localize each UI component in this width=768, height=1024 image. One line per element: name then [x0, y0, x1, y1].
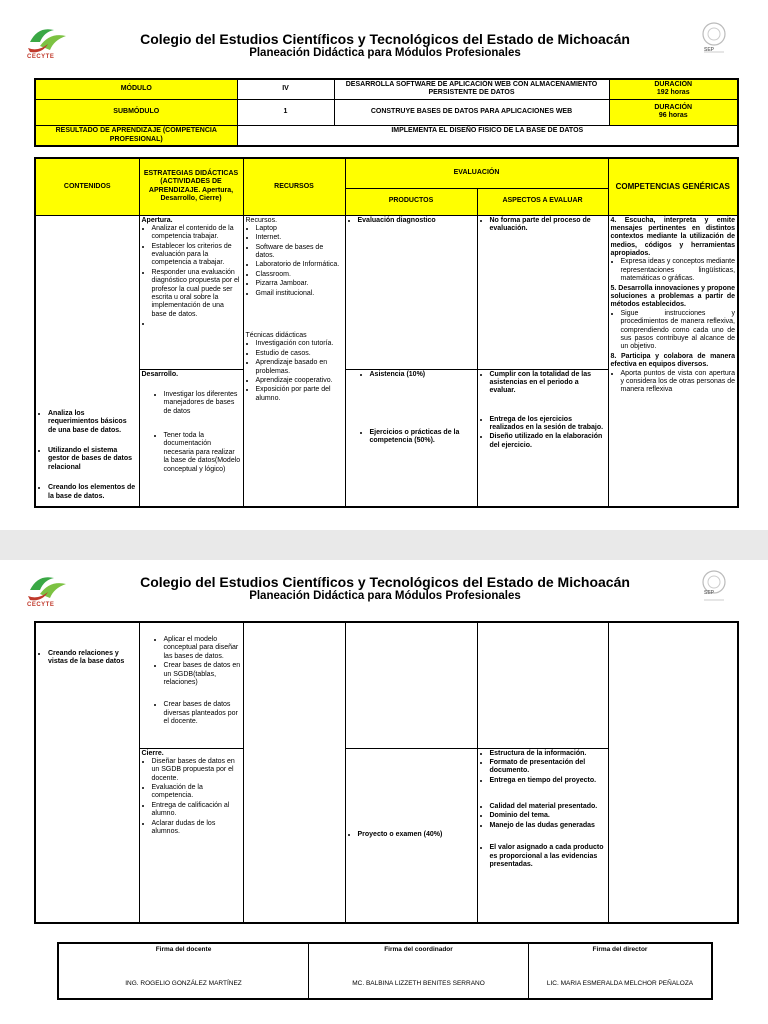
firma-director: [529, 944, 711, 998]
planning-table-continued: [34, 621, 739, 924]
recurso-item: • Internet.: [256, 234, 343, 242]
cierre-item: • Evaluación de la competencia.: [152, 784, 241, 801]
desarrollo-item: • Aplicar el modelo conceptual para diseñar las bases de datos.: [164, 636, 241, 661]
logo-text: CECYTE: [27, 54, 55, 60]
desarrollo-item: • Crear bases de datos diversas planteados por el docente.: [164, 701, 241, 726]
submodulo-number: 1: [237, 99, 334, 125]
recurso-item: • Gmail institucional.: [256, 290, 343, 298]
aspectos-proyecto: [477, 748, 608, 923]
tecnica-item: • Aprendizaje cooperativo.: [256, 377, 343, 385]
cierre-item: • Aclarar dudas de los alumnos.: [152, 820, 241, 837]
page-title: Colegio del Estudios Científicos y Tecnológicos del Estado de Michoacán: [140, 574, 630, 590]
duracion-label: DURACIÓN: [654, 103, 693, 111]
aspecto-item: • Calidad del material presentado.: [490, 803, 606, 811]
competencias-cell: [608, 215, 738, 507]
header-productos: PRODUCTOS: [345, 188, 477, 215]
aspecto-item: • Diseño utilizado en la elaboración del ejercicio.: [490, 433, 606, 450]
aspecto-item: • Dominio del tema.: [490, 812, 606, 820]
contenido-item: • Creando los elementos de la base de datos.: [48, 484, 137, 501]
contenido-item: • Creando relaciones y vistas de la base datos: [48, 650, 137, 667]
recurso-item: • Laboratorio de Informática.: [256, 261, 343, 269]
page-header: [0, 560, 768, 630]
submodulo-name: CONSTRUYE BASES DE DATOS PARA APLICACIONES WEB: [334, 99, 609, 125]
aspectos-desarrollo: [477, 369, 608, 507]
tecnica-item: • Estudio de casos.: [256, 350, 343, 358]
duracion-label: DURACIÓN: [654, 81, 693, 88]
aspecto-item: • Manejo de las dudas generadas: [490, 822, 606, 830]
header-recursos: RECURSOS: [243, 158, 345, 215]
desarrollo-cell: [139, 622, 243, 748]
aspecto-item: • No forma parte del proceso de evaluación.: [490, 217, 606, 234]
desarrollo-cell: [139, 369, 243, 507]
tecnica-item: • Investigación con tutoría.: [256, 340, 343, 348]
apertura-title: Apertura.: [141, 216, 173, 224]
cierre-item: • Diseñar bases de datos en un SGDB propuesta por el docente.: [152, 758, 241, 783]
firma-label: Firma del docente: [155, 946, 212, 953]
cierre-cell: [139, 748, 243, 923]
modulo-number: IV: [237, 79, 334, 99]
planning-table: [34, 157, 739, 508]
logo-text: CECYTE: [27, 602, 55, 608]
firma-label: Firma del director: [592, 946, 648, 953]
contenido-item: • Utilizando el sistema gestor de bases de datos relacional: [48, 447, 137, 472]
productos-cell: [345, 622, 477, 748]
duracion-modulo: [609, 79, 738, 99]
aspecto-item: • El valor asignado a cada producto es proporcional a las evidencias presentadas.: [490, 844, 606, 869]
header-estrategias: ESTRATEGIAS DIDÁCTICAS (ACTIVIDADES DE APRENDIZAJE. Apertura, Desarrollo, Cierre): [139, 158, 243, 215]
recursos-title: Recursos.: [245, 216, 278, 224]
recurso-item: • Pizarra Jamboar.: [256, 280, 343, 288]
page-subtitle: Planeación Didáctica para Módulos Profesionales: [249, 47, 521, 59]
seal-text: SEP: [704, 590, 715, 596]
submodulo-label: SUBMÓDULO: [35, 99, 237, 125]
desarrollo-item: • Tener toda la documentación necesaria para realizar la base de datos(Modelo conceptual y lógico): [164, 432, 241, 474]
apertura-item: • Establecer los criterios de evaluación para la competencia a trabajar.: [152, 243, 241, 268]
page-header: [0, 0, 768, 70]
page-separator: [0, 530, 768, 560]
desarrollo-item: • Investigar los diferentes manejadores de bases de datos: [164, 391, 241, 416]
cierre-title: Cierre.: [141, 749, 164, 757]
aspecto-item: • Cumplir con la totalidad de las asistencias en el periodo a evaluar.: [490, 371, 606, 396]
sep-seal-icon: [694, 568, 734, 608]
aspecto-item: • Estructura de la información.: [490, 750, 606, 758]
producto-item: • Proyecto o examen (40%): [358, 831, 475, 839]
duracion-submodulo: [609, 99, 738, 125]
modulo-name: DESARROLLA SOFTWARE DE APLICACIÓN WEB CON ALMACENAMIENTO PERSISTENTE DE DATOS: [334, 79, 609, 99]
header-contenidos: CONTENIDOS: [35, 158, 139, 215]
productos-desarrollo: [345, 369, 477, 507]
tecnicas-title: Técnicas didácticas: [245, 332, 307, 340]
recurso-item: • Laptop: [256, 225, 343, 233]
page-subtitle: Planeación Didáctica para Módulos Profesionales: [249, 590, 521, 602]
resultado-value: IMPLEMENTA EL DISEÑO FISICO DE LA BASE DE DATOS: [237, 125, 738, 146]
producto-item: • Evaluación diagnostico: [358, 217, 475, 225]
aspectos-cell: [477, 622, 608, 748]
resultado-label: RESULTADO DE APRENDIZAJE (COMPETENCIA PROFESIONAL): [35, 125, 237, 146]
tecnica-item: • Exposición por parte del alumno.: [256, 386, 343, 403]
firma-label: Firma del coordinador: [384, 946, 453, 953]
sep-seal-icon: [694, 20, 734, 60]
aspecto-diagnostico: [477, 215, 608, 369]
firma-name: LIC. MARIA ESMERALDA MELCHOR PEÑALOZA: [546, 980, 694, 987]
competencia-item: • Expresa ideas y conceptos mediante representaciones lingüísticas, matemáticas o gráficas.: [621, 258, 736, 283]
recurso-item: • Classroom.: [256, 271, 343, 279]
duracion-value: 96 horas: [658, 112, 688, 120]
aspecto-item: • Entrega en tiempo del proyecto.: [490, 777, 606, 785]
header-evaluacion: EVALUACIÓN: [345, 158, 608, 188]
header-competencias: COMPETENCIAS GENÉRICAS: [608, 158, 738, 215]
competencia-item: • Aporta puntos de vista con apertura y considera los de otras personas de manera reflexiva: [621, 370, 736, 395]
producto-diagnostico: [345, 215, 477, 369]
competencia-8: 8. Participa y colabora de manera efectiva en equipos diversos.: [610, 352, 736, 369]
producto-proyecto: [345, 748, 477, 923]
recurso-item: • Software de bases de datos.: [256, 244, 343, 261]
apertura-item: [152, 320, 241, 328]
apertura-cell: [139, 215, 243, 369]
aspecto-item: • Formato de presentación del documento.: [490, 759, 606, 776]
seal-text: SEP: [704, 47, 715, 53]
apertura-item: • Analizar el contenido de la competencia trabajar.: [152, 225, 241, 242]
competencia-5: 5. Desarrolla innovaciones y propone soluciones a problemas a partir de métodos establecidos.: [610, 284, 736, 309]
contenido-item: • Analiza los requerimientos básicos de una base de datos.: [48, 410, 137, 435]
producto-item: • Ejercicios o prácticas de la competencia (50%).: [370, 429, 475, 446]
desarrollo-title: Desarrollo.: [141, 370, 179, 378]
firma-coordinador: [309, 944, 529, 998]
modulo-label: MÓDULO: [35, 79, 237, 99]
contenidos-cell: [35, 215, 139, 507]
recursos-cell: [243, 215, 345, 507]
competencias-cell: [608, 622, 738, 923]
apertura-item: • Responder una evaluación diagnóstico propuesta por el profesor la cual puede ser escrita u oral sobre la implementación de una base de datos.: [152, 269, 241, 319]
desarrollo-item: • Crear bases de datos en un SGDB(tablas, relaciones): [164, 662, 241, 687]
contenidos-cell: [35, 622, 139, 923]
module-info-table: [34, 78, 739, 147]
firma-name: ING. ROGELIO GONZÁLEZ MARTÍNEZ: [125, 980, 242, 987]
duracion-value: 192 horas: [656, 89, 690, 97]
competencia-item: • Sigue instrucciones y procedimientos de manera reflexiva, comprendiendo como cada uno de sus pasos contribuye al alcance de un objetivo.: [621, 310, 736, 352]
recursos-cell: [243, 622, 345, 923]
cierre-item: • Entrega de calificación al alumno.: [152, 802, 241, 819]
page-title: Colegio del Estudios Científicos y Tecnológicos del Estado de Michoacán: [140, 31, 630, 47]
firma-name: MC. BALBINA LIZZETH BENITES SERRANO: [352, 980, 485, 987]
aspecto-item: • Entrega de los ejercicios realizados en la sesión de trabajo.: [490, 416, 606, 433]
firma-docente: [59, 944, 309, 998]
tecnica-item: • Aprendizaje basado en problemas.: [256, 359, 343, 376]
competencia-4: 4. Escucha, interpreta y emite mensajes pertinentes en distintos contextos mediante la utilización de medios, códigos y herramientas apropiados.: [610, 216, 736, 258]
header-aspectos: ASPECTOS A EVALUAR: [477, 188, 608, 215]
signatures-table: [57, 942, 713, 1000]
producto-item: • Asistencia (10%): [370, 371, 475, 379]
